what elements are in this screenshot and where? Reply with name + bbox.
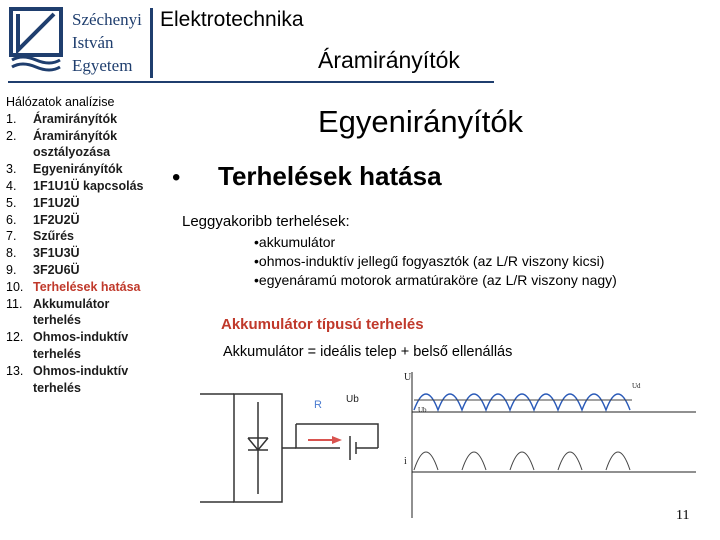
sidebar-item[interactable] — [6, 111, 154, 128]
course-title: Elektrotechnika — [160, 8, 304, 31]
ud-wave-label: Ud — [632, 382, 641, 390]
sidebar-item-number: 8. — [6, 246, 17, 261]
logo-text-line: Egyetem — [72, 56, 133, 75]
sidebar-item-label: 1F1U1Ü kapcsolás — [33, 178, 144, 193]
u-axis-label: U — [404, 372, 412, 383]
load-item: •egyenáramú motorok armatúraköre (az L/R viszony nagy) — [254, 272, 617, 288]
header-divider — [150, 8, 153, 78]
load-item: •ohmos-induktív jellegű fogyasztók (az L/R viszony kicsi) — [254, 253, 605, 269]
sidebar-item-number: 13. — [6, 363, 24, 378]
sidebar-item[interactable] — [6, 195, 154, 212]
section-heading: Egyenirányítók — [318, 104, 524, 139]
sidebar-item-number: 11. — [6, 296, 23, 311]
circuit-diagram — [200, 384, 390, 512]
sidebar-item[interactable] — [6, 212, 154, 229]
sidebar-item-label: Áramirányítók — [33, 111, 118, 126]
sidebar-item-number: 6. — [6, 212, 17, 227]
page-number: 11 — [676, 508, 690, 523]
sidebar-item[interactable] — [6, 245, 154, 262]
sidebar-item-label: Szűrés — [33, 229, 74, 244]
bullet-icon: • — [172, 164, 181, 191]
sidebar-item-number: 9. — [6, 262, 17, 277]
subheading: Terhelések hatása — [218, 161, 442, 191]
sidebar-item[interactable] — [6, 178, 154, 195]
sidebar-item[interactable] — [6, 128, 154, 162]
sidebar-item-label: 1F1U2Ü — [33, 195, 80, 210]
page-title: Áramirányítók — [318, 47, 460, 73]
sidebar-item-number: 2. — [6, 128, 17, 143]
university-logo-icon — [8, 6, 64, 72]
ub-label: Ub — [346, 394, 359, 405]
sidebar-item-number: 10. — [6, 279, 24, 294]
loads-title: Leggyakoribb terhelések: — [182, 213, 350, 230]
sidebar-item[interactable] — [6, 329, 154, 363]
waveform-plot — [400, 370, 700, 520]
sidebar-item-number: 3. — [6, 162, 17, 177]
sidebar-item-number: 4. — [6, 178, 17, 193]
resistor-label: R — [314, 399, 322, 411]
sidebar-item[interactable] — [6, 296, 154, 330]
sidebar-item-label: Akkumulátor terhelés — [33, 296, 110, 328]
i-axis-label: i — [404, 456, 407, 467]
sidebar-item[interactable] — [6, 363, 154, 397]
accumulator-title: Akkumulátor típusú terhelés — [221, 316, 424, 333]
sidebar-item-label: Áramirányítók osztályozása — [33, 128, 118, 160]
sidebar-item[interactable] — [6, 279, 154, 296]
logo-text-line: István — [72, 33, 114, 52]
sidebar-item-label: 1F2U2Ü — [33, 212, 80, 227]
logo-text-line: Széchenyi — [72, 10, 142, 29]
sidebar-item-number: 1. — [6, 111, 17, 126]
sidebar-item-label: 3F1U3Ü — [33, 246, 80, 261]
sidebar-item-number: 12. — [6, 330, 24, 345]
sidebar-item-number: 5. — [6, 195, 17, 210]
sidebar-intro[interactable]: Hálózatok analízise — [6, 95, 115, 109]
sidebar-item-label: Ohmos-induktív terhelés — [33, 330, 129, 361]
sidebar-item[interactable] — [6, 161, 154, 178]
header-rule — [8, 81, 494, 83]
sidebar-item-number: 7. — [6, 229, 17, 244]
sidebar-item-label: Ohmos-induktív terhelés — [33, 363, 129, 395]
sidebar-item-label: Terhelések hatása — [33, 279, 141, 294]
accumulator-equation: Akkumulátor = ideális telep + belső ellenállás — [223, 344, 513, 360]
sidebar-item-label: Egyenirányítók — [33, 162, 123, 177]
sidebar-nav — [6, 94, 154, 396]
sidebar-item-label: 3F2U6Ü — [33, 262, 80, 277]
sidebar-list — [6, 111, 154, 397]
sidebar-item[interactable] — [6, 262, 154, 279]
sidebar-item[interactable] — [6, 228, 154, 245]
load-item: •akkumulátor — [254, 234, 336, 250]
ub-wave-label: Ub — [418, 406, 427, 414]
